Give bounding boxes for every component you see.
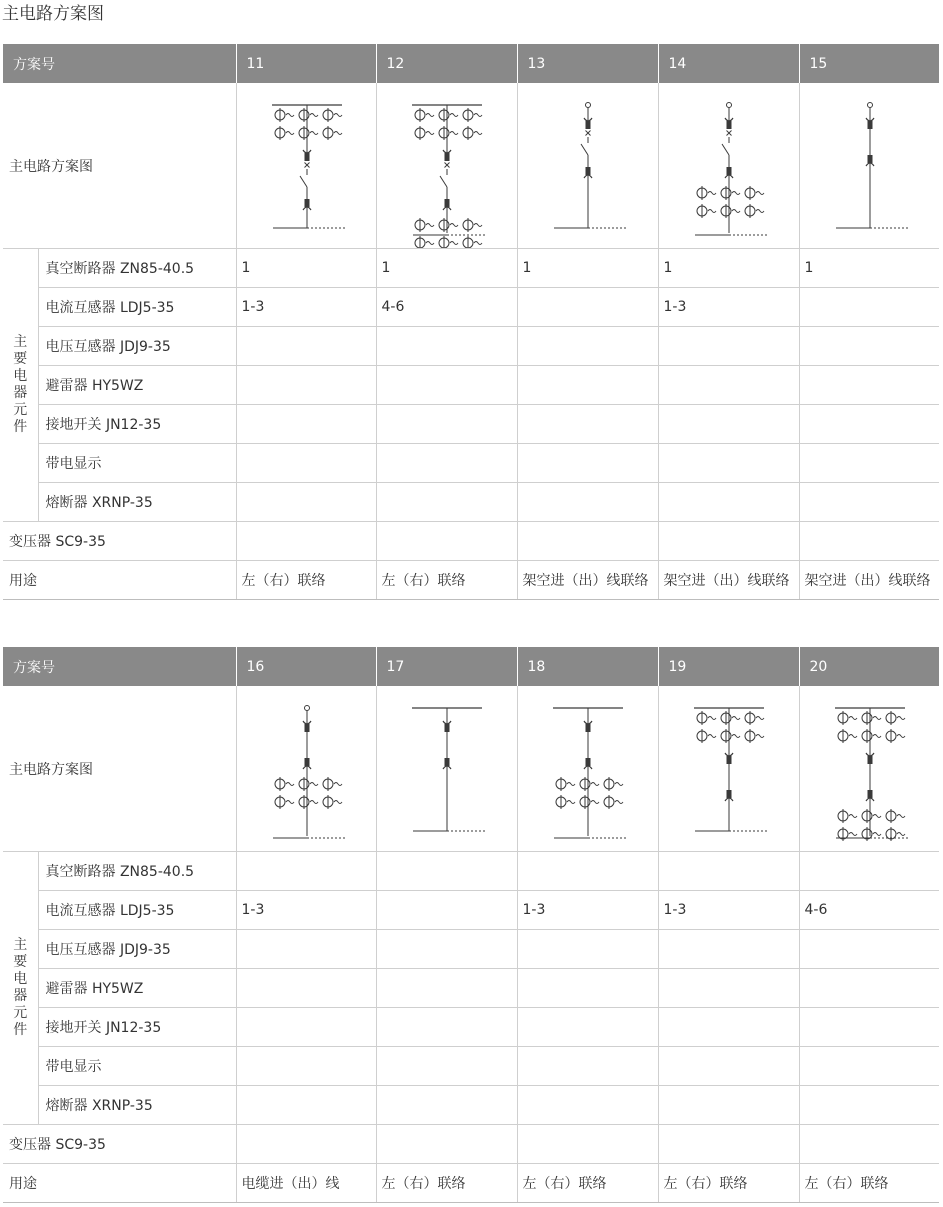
usage-value: 左（右）联络 [517,1164,658,1203]
component-name: 接地开关 JN12-35 [38,1008,236,1047]
transformer-label: 变压器 SC9-35 [3,1125,236,1164]
component-qty [799,366,939,405]
component-qty [376,1086,517,1125]
scheme-no-14: 14 [658,44,799,83]
component-qty [799,930,939,969]
component-qty [376,444,517,483]
scheme-no-20: 20 [799,647,939,686]
circuit-symbol [273,706,345,839]
component-qty [376,852,517,891]
usage-label: 用途 [3,561,236,600]
transformer-qty [799,522,939,561]
circuit-symbol [272,105,345,228]
circuit-symbol [695,103,767,236]
circuit-diagram-14 [658,83,799,249]
diagram-row-label [3,686,236,852]
component-qty: 1 [799,249,939,288]
component-name: 真空断路器 ZN85-40.5 [38,249,236,288]
component-qty [376,969,517,1008]
component-name: 真空断路器 ZN85-40.5 [38,852,236,891]
component-qty [517,288,658,327]
component-qty [236,444,376,483]
component-qty [658,969,799,1008]
component-qty [658,444,799,483]
circuit-symbol [412,105,485,248]
component-qty [236,327,376,366]
component-qty [799,1047,939,1086]
component-qty [517,1008,658,1047]
component-qty [517,405,658,444]
component-qty [658,366,799,405]
component-name: 接地开关 JN12-35 [38,405,236,444]
circuit-diagram-svg [237,686,377,851]
circuit-symbol [835,708,908,841]
component-qty [517,852,658,891]
component-qty [376,483,517,522]
component-qty [376,1047,517,1086]
component-qty [799,327,939,366]
circuit-symbol [553,708,626,838]
diagram-label: 主电路方案图 [9,761,93,778]
component-qty [517,969,658,1008]
component-qty [376,405,517,444]
diagram-label: 主电路方案图 [9,158,93,175]
component-qty [658,327,799,366]
component-qty [517,444,658,483]
component-qty: 1 [517,249,658,288]
circuit-diagram-svg [377,686,517,851]
scheme-no-17: 17 [376,647,517,686]
scheme-table-1 [3,44,939,600]
component-qty [376,930,517,969]
circuit-symbol [836,103,908,229]
component-qty [236,930,376,969]
transformer-qty [236,522,376,561]
usage-label: 用途 [3,1164,236,1203]
component-qty [658,930,799,969]
usage-value: 架空进（出）线联络 [799,561,939,600]
component-qty: 4-6 [376,288,517,327]
scheme-table-2 [3,647,939,1203]
component-qty [236,1047,376,1086]
component-qty [799,288,939,327]
circuit-diagram-13 [517,83,658,249]
component-qty [236,405,376,444]
circuit-diagram-11 [236,83,376,249]
component-qty [376,1008,517,1047]
component-name: 熔断器 XRNP-35 [38,1086,236,1125]
circuit-symbol [554,103,626,229]
component-name: 避雷器 HY5WZ [38,969,236,1008]
circuit-diagram-svg [237,83,377,248]
component-qty [517,483,658,522]
circuit-diagram-svg [518,686,658,851]
component-qty: 1-3 [658,288,799,327]
scheme-no-13: 13 [517,44,658,83]
usage-value: 电缆进（出）线 [236,1164,376,1203]
group-label-text: 主要电器元件 [13,334,28,435]
circuit-diagram-svg [659,83,799,248]
circuit-diagram-svg [800,686,940,851]
circuit-symbol [694,708,767,831]
transformer-qty [376,522,517,561]
component-qty [799,1008,939,1047]
usage-value: 左（右）联络 [658,1164,799,1203]
component-qty [658,1008,799,1047]
component-qty: 4-6 [799,891,939,930]
circuit-diagram-19 [658,686,799,852]
component-qty [799,444,939,483]
scheme-no-19: 19 [658,647,799,686]
component-qty [799,1086,939,1125]
component-qty [236,483,376,522]
usage-value: 左（右）联络 [376,561,517,600]
transformer-qty [376,1125,517,1164]
transformer-qty [236,1125,376,1164]
page-title: 主电路方案图 [2,4,104,24]
usage-value: 架空进（出）线联络 [517,561,658,600]
usage-value: 架空进（出）线联络 [658,561,799,600]
usage-value: 左（右）联络 [376,1164,517,1203]
component-qty: 1 [376,249,517,288]
component-name: 电流互感器 LDJ5-35 [38,288,236,327]
scheme-no-12: 12 [376,44,517,83]
component-name: 带电显示 [38,1047,236,1086]
transformer-label: 变压器 SC9-35 [3,522,236,561]
circuit-diagram-15 [799,83,939,249]
component-qty [799,405,939,444]
component-qty [517,1086,658,1125]
usage-value: 左（右）联络 [799,1164,939,1203]
component-qty: 1-3 [236,891,376,930]
transformer-qty [658,1125,799,1164]
component-qty [236,969,376,1008]
usage-value: 左（右）联络 [236,561,376,600]
component-qty [658,1047,799,1086]
circuit-diagram-svg [800,83,940,248]
circuit-diagram-12 [376,83,517,249]
circuit-diagram-16 [236,686,376,852]
scheme-no-11: 11 [236,44,376,83]
scheme-no-header: 方案号 [3,44,236,83]
component-qty [658,1086,799,1125]
component-qty: 1-3 [658,891,799,930]
component-name: 熔断器 XRNP-35 [38,483,236,522]
component-name: 带电显示 [38,444,236,483]
component-name: 电压互感器 JDJ9-35 [38,930,236,969]
component-qty: 1-3 [517,891,658,930]
component-name: 电压互感器 JDJ9-35 [38,327,236,366]
component-qty [236,1086,376,1125]
component-qty [376,327,517,366]
component-qty [799,969,939,1008]
component-qty: 1 [236,249,376,288]
component-qty: 1 [658,249,799,288]
component-qty [517,327,658,366]
transformer-qty [658,522,799,561]
component-qty [658,483,799,522]
circuit-diagram-17 [376,686,517,852]
circuit-diagram-20 [799,686,939,852]
component-qty [517,930,658,969]
component-group-label [3,249,38,522]
circuit-diagram-svg [518,83,658,248]
transformer-qty [799,1125,939,1164]
component-qty [236,852,376,891]
circuit-diagram-svg [659,686,799,851]
component-qty [376,366,517,405]
circuit-diagram-svg [377,83,517,248]
component-qty [236,1008,376,1047]
scheme-no-16: 16 [236,647,376,686]
component-group-label [3,852,38,1125]
transformer-qty [517,522,658,561]
transformer-qty [517,1125,658,1164]
circuit-diagram-18 [517,686,658,852]
component-qty [517,366,658,405]
component-qty [658,852,799,891]
scheme-no-15: 15 [799,44,939,83]
scheme-no-18: 18 [517,647,658,686]
scheme-no-header: 方案号 [3,647,236,686]
group-label-text: 主要电器元件 [13,937,28,1038]
circuit-symbol [412,708,485,831]
component-qty [799,483,939,522]
diagram-row-label [3,83,236,249]
component-qty [376,891,517,930]
component-qty [517,1047,658,1086]
component-qty [799,852,939,891]
component-qty: 1-3 [236,288,376,327]
component-name: 电流互感器 LDJ5-35 [38,891,236,930]
component-name: 避雷器 HY5WZ [38,366,236,405]
component-qty [658,405,799,444]
component-qty [236,366,376,405]
